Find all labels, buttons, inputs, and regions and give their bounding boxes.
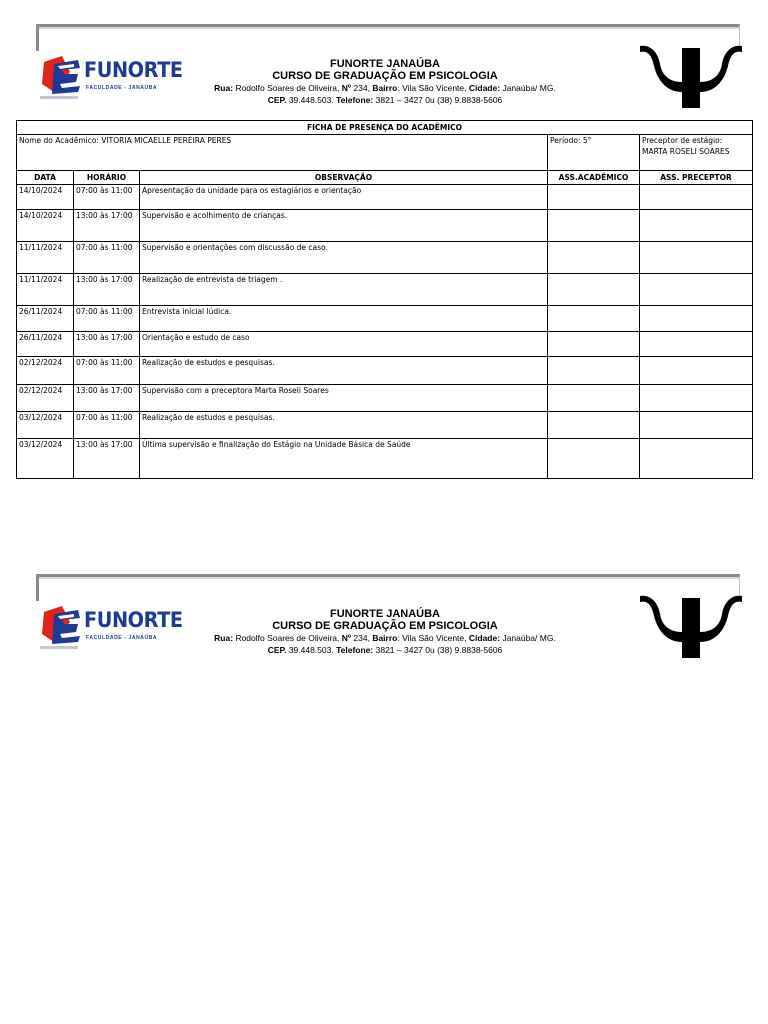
cell-observation: Realização de estudos e pesquisas. [140, 412, 548, 439]
cell-preceptor-signature [640, 412, 753, 439]
cell-observation: Supervisão e orientações com discussão de caso. [140, 242, 548, 274]
col-header-date: DATA [17, 171, 74, 185]
preceptor-name: MARTA ROSELI SOARES [642, 147, 730, 156]
cell-student-signature [548, 439, 640, 479]
cell-time: 13:00 às 17:00 [74, 439, 140, 479]
table-row [17, 412, 753, 439]
cell-preceptor-signature [640, 439, 753, 479]
table-row [17, 306, 753, 332]
cell-observation: Apresentação da unidade para os estagiários e orientação [140, 185, 548, 210]
cell-observation: Supervisão e acolhimento de crianças. [140, 210, 548, 242]
student-name: Nome do Acadêmico: VITORIA MICAELLE PEREIRA PERES [17, 135, 548, 171]
cell-student-signature [548, 306, 640, 332]
cell-preceptor-signature [640, 332, 753, 357]
cell-observation: Supervisão com a preceptora Marta Roseli Soares [140, 385, 548, 412]
cell-date: 02/12/2024 [17, 385, 74, 412]
form-title: FICHA DE PRESENÇA DO ACADÊMICO [17, 121, 753, 135]
cell-student-signature [548, 332, 640, 357]
cell-date: 11/11/2024 [17, 242, 74, 274]
table-row [17, 242, 753, 274]
page-header-2 [0, 574, 768, 664]
logo-subtitle: FACULDADE - JANAÚBA [86, 85, 158, 91]
cell-student-signature [548, 210, 640, 242]
cell-date: 03/12/2024 [17, 439, 74, 479]
logo-subtitle: FACULDADE - JANAÚBA [86, 635, 158, 641]
col-header-time: HORÁRIO [74, 171, 140, 185]
table-row [17, 357, 753, 385]
cell-observation: Realização de estudos e pesquisas. [140, 357, 548, 385]
cell-time: 07:00 às 11:00 [74, 185, 140, 210]
col-header-student-signature: ASS.ACADÊMICO [548, 171, 640, 185]
psi-icon [636, 592, 746, 662]
psi-icon [636, 42, 746, 112]
cell-date: 14/10/2024 [17, 210, 74, 242]
logo-name: FUNORTE [84, 608, 183, 632]
cell-observation: Entrevista inicial lúdica. [140, 306, 548, 332]
table-row [17, 332, 753, 357]
cell-time: 13:00 às 17:00 [74, 332, 140, 357]
cell-date: 14/10/2024 [17, 185, 74, 210]
institution-block [160, 608, 610, 656]
cell-preceptor-signature [640, 185, 753, 210]
cell-time: 13:00 às 17:00 [74, 210, 140, 242]
cell-time: 07:00 às 11:00 [74, 357, 140, 385]
logo-footnote-mark [40, 646, 78, 649]
cell-preceptor-signature [640, 306, 753, 332]
col-header-preceptor-signature: ASS. PRECEPTOR [640, 171, 753, 185]
cell-student-signature [548, 357, 640, 385]
cell-preceptor-signature [640, 242, 753, 274]
institution-name: FUNORTE JANAÚBA [330, 608, 440, 620]
cell-observation: Última supervisão e finalização do Estágio na Unidade Básica de Saúde [140, 439, 548, 479]
cell-time: 13:00 às 17:00 [74, 385, 140, 412]
logo-name: FUNORTE [84, 58, 183, 82]
cell-date: 03/12/2024 [17, 412, 74, 439]
cell-date: 02/12/2024 [17, 357, 74, 385]
cell-observation: Realização de entrevista de triagem . [140, 274, 548, 306]
cell-time: 07:00 às 11:00 [74, 306, 140, 332]
address-line: Rua: Rodolfo Soares de Oliveira, Nº 234, Bairro: Vila São Vicente, Cidade: Janaúba/ MG. [214, 83, 556, 93]
cell-preceptor-signature [640, 385, 753, 412]
table-row [17, 210, 753, 242]
funorte-logo [40, 602, 183, 652]
table-row [17, 385, 753, 412]
preceptor-label: Preceptor de estágio: [642, 136, 723, 145]
address-line: Rua: Rodolfo Soares de Oliveira, Nº 234, Bairro: Vila São Vicente, Cidade: Janaúba/ MG. [214, 633, 556, 643]
period: Período: 5° [548, 135, 640, 171]
cell-student-signature [548, 242, 640, 274]
attendance-table [16, 120, 753, 479]
page-header-1 [0, 24, 768, 114]
table-row [17, 274, 753, 306]
cell-time: 07:00 às 11:00 [74, 242, 140, 274]
cell-date: 11/11/2024 [17, 274, 74, 306]
logo-footnote-mark [40, 96, 78, 99]
cell-time: 07:00 às 11:00 [74, 412, 140, 439]
table-row [17, 185, 753, 210]
cell-date: 26/11/2024 [17, 306, 74, 332]
cell-student-signature [548, 412, 640, 439]
cell-time: 13:00 às 17:00 [74, 274, 140, 306]
cell-preceptor-signature [640, 357, 753, 385]
cell-student-signature [548, 274, 640, 306]
course-name: CURSO DE GRADUAÇÃO EM PSICOLOGIA [272, 620, 498, 632]
cell-observation: Orientação e estudo de caso [140, 332, 548, 357]
header-frame [36, 574, 740, 601]
contact-line: CEP. 39.448.503. Telefone: 3821 – 3427 0u (38) 9.8838-5606 [267, 95, 503, 105]
preceptor-info [640, 135, 753, 171]
institution-name: FUNORTE JANAÚBA [330, 58, 440, 70]
cell-date: 26/11/2024 [17, 332, 74, 357]
table-row [17, 439, 753, 479]
course-name: CURSO DE GRADUAÇÃO EM PSICOLOGIA [272, 70, 498, 82]
contact-line: CEP. 39.448.503. Telefone: 3821 – 3427 0u (38) 9.8838-5606 [267, 645, 503, 655]
cell-student-signature [548, 385, 640, 412]
cell-student-signature [548, 185, 640, 210]
header-frame [36, 24, 740, 51]
col-header-observation: OBSERVAÇÃO [140, 171, 548, 185]
funorte-logo [40, 52, 183, 102]
cell-preceptor-signature [640, 274, 753, 306]
institution-block [160, 58, 610, 106]
cell-preceptor-signature [640, 210, 753, 242]
